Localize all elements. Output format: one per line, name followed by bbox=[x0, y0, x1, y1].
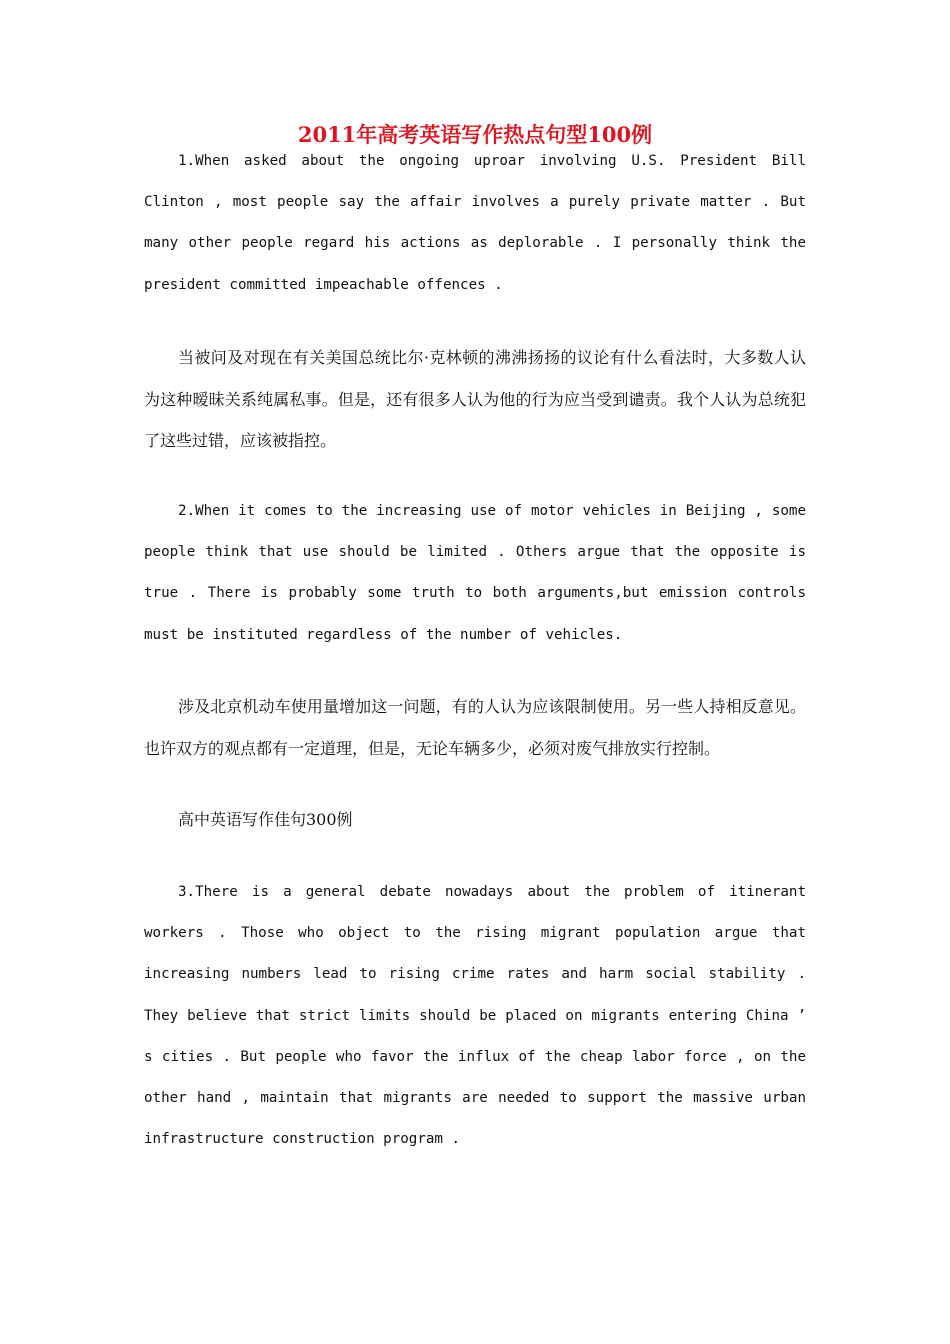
item-1-english bbox=[144, 141, 806, 306]
note-text: 高中英语写作佳句300例 bbox=[178, 810, 353, 829]
item-1-chinese bbox=[144, 337, 806, 462]
section-note bbox=[144, 808, 806, 832]
paragraph-english: 1.When asked about the ongoing uproar involving U.S. President Bill Clinton , most people say the affair involves a purely private matter . But many other people regard his actions as deplorable . I personally think the president committed impeachable offences . bbox=[144, 153, 806, 293]
item-2-english bbox=[144, 491, 806, 656]
paragraph-chinese: 涉及北京机动车使用量增加这一问题，有的人认为应该限制使用。另一些人持相反意见。也许双方的观点都有一定道理，但是，无论车辆多少，必须对废气排放实行控制。 bbox=[144, 697, 806, 758]
item-3-english bbox=[144, 872, 806, 1160]
paragraph-english: 3.There is a general debate nowadays about the problem of itinerant workers . Those who object to the rising migrant population argue that increasing numbers lead to rising crime rates and harm social stability . They believe that strict limits should be placed on migrants entering China ’ s cities . But people who favor the influx of the cheap labor force , on the other hand , maintain that migrants are needed to support the massive urban infrastructure construction program . bbox=[144, 884, 806, 1148]
paragraph-english: 2.When it comes to the increasing use of motor vehicles in Beijing , some people think that use should be limited . Others argue that the opposite is true . There is probably some truth to both arguments,but emission controls must be instituted regardless of the number of vehicles. bbox=[144, 503, 806, 643]
item-2-chinese bbox=[144, 686, 806, 769]
page-title: 2011年高考英语写作热点句型100例 bbox=[297, 122, 653, 147]
paragraph-chinese: 当被问及对现在有关美国总统比尔·克林顿的沸沸扬扬的议论有什么看法时，大多数人认为这种暧昧关系纯属私事。但是，还有很多人认为他的行为应当受到谴责。我个人认为总统犯了这些过错，应该被指控。 bbox=[144, 348, 806, 450]
